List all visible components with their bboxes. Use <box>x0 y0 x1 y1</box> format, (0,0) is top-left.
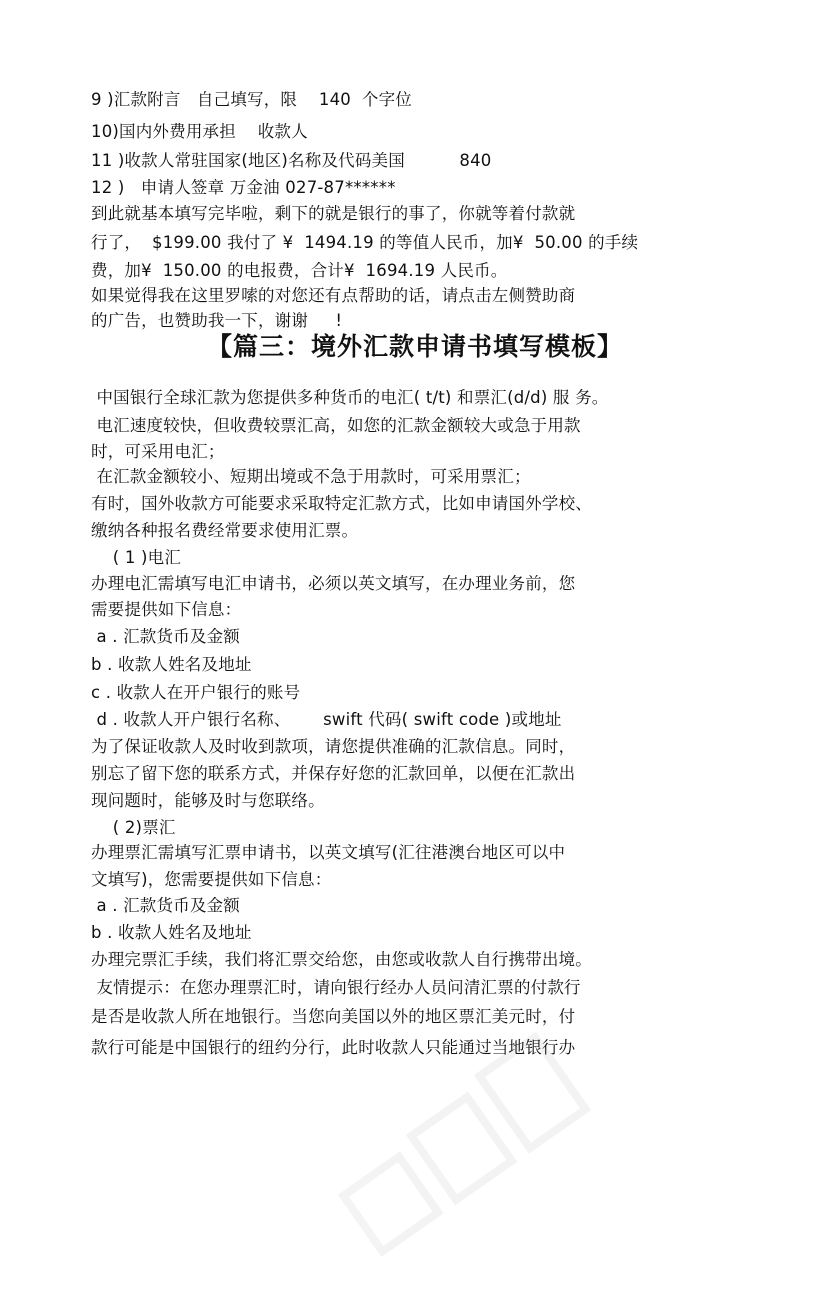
text-line: 12 ) 申请人签章 万金油 027-87****** <box>91 178 396 197</box>
section-title: 【篇三：境外汇款申请书填写模板】 <box>206 332 623 361</box>
body-line: 电汇速度较快，但收费较票汇高，如您的汇款金额较大或急于用款 <box>91 416 581 435</box>
body-line: 现问题时，能够及时与您联络。 <box>91 791 325 810</box>
body-line: 办理完票汇手续，我们将汇票交给您，由您或收款人自行携带出境。 <box>91 950 592 969</box>
body-line: 办理票汇需填写汇票申请书，以英文填写(汇往港澳台地区可以中 <box>91 843 566 862</box>
body-line: b . 收款人姓名及地址 <box>91 923 252 942</box>
text-line: 10)国内外费用承担 收款人 <box>91 122 308 141</box>
body-line: ( 2)票汇 <box>91 818 176 837</box>
text-line: 9 )汇款附言 自己填写，限 140 个字位 <box>91 90 412 109</box>
body-line: d . 收款人开户银行名称、 swift 代码( swift code )或地址 <box>91 710 562 729</box>
body-line: 为了保证收款人及时收到款项，请您提供准确的汇款信息。同时， <box>91 737 576 756</box>
text-line: 如果觉得我在这里罗嗦的对您还有点帮助的话，请点击左侧赞助商 <box>91 286 576 305</box>
body-line: 缴纳各种报名费经常要求使用汇票。 <box>91 521 359 540</box>
text-line: 行了， $199.00 我付了 ¥ 1494.19 的等值人民币，加¥ 50.00 的手续 <box>91 233 639 252</box>
body-line: 有时，国外收款方可能要求采取特定汇款方式，比如申请国外学校、 <box>91 494 592 513</box>
text-line: 11 )收款人常驻国家(地区)名称及代码美国 840 <box>91 151 492 170</box>
body-line: 办理电汇需填写电汇申请书，必须以英文填写，在办理业务前，您 <box>91 574 576 593</box>
body-line: 在汇款金额较小、短期出境或不急于用款时，可采用票汇； <box>91 467 531 486</box>
body-line: c . 收款人在开户银行的账号 <box>91 683 301 702</box>
body-line: b . 收款人姓名及地址 <box>91 655 252 674</box>
body-line: 友情提示：在您办理票汇时，请向银行经办人员问清汇票的付款行 <box>91 978 581 997</box>
body-line: 中国银行全球汇款为您提供多种货币的电汇( t/t) 和票汇(d/d) 服 务。 <box>91 388 609 407</box>
body-line: 文填写)，您需要提供如下信息： <box>91 870 332 889</box>
body-line: 时，可采用电汇； <box>91 442 225 461</box>
body-line: a . 汇款货币及金额 <box>91 896 240 915</box>
text-line: 到此就基本填写完毕啦，剩下的就是银行的事了，你就等着付款就 <box>91 204 576 223</box>
body-line: 需要提供如下信息： <box>91 600 242 619</box>
text-line: 费，加¥ 150.00 的电报费，合计¥ 1694.19 人民币。 <box>91 261 508 280</box>
text-line: 的广告，也赞助我一下，谢谢 ! <box>91 311 343 330</box>
body-line: 别忘了留下您的联系方式，并保存好您的汇款回单，以便在汇款出 <box>91 764 576 783</box>
body-line: a . 汇款货币及金额 <box>91 627 240 646</box>
body-line: 是否是收款人所在地银行。当您向美国以外的地区票汇美元时，付 <box>91 1007 576 1026</box>
body-line: 款行可能是中国银行的纽约分行，此时收款人只能通过当地银行办 <box>91 1038 576 1057</box>
body-line: ( 1 )电汇 <box>91 548 182 567</box>
